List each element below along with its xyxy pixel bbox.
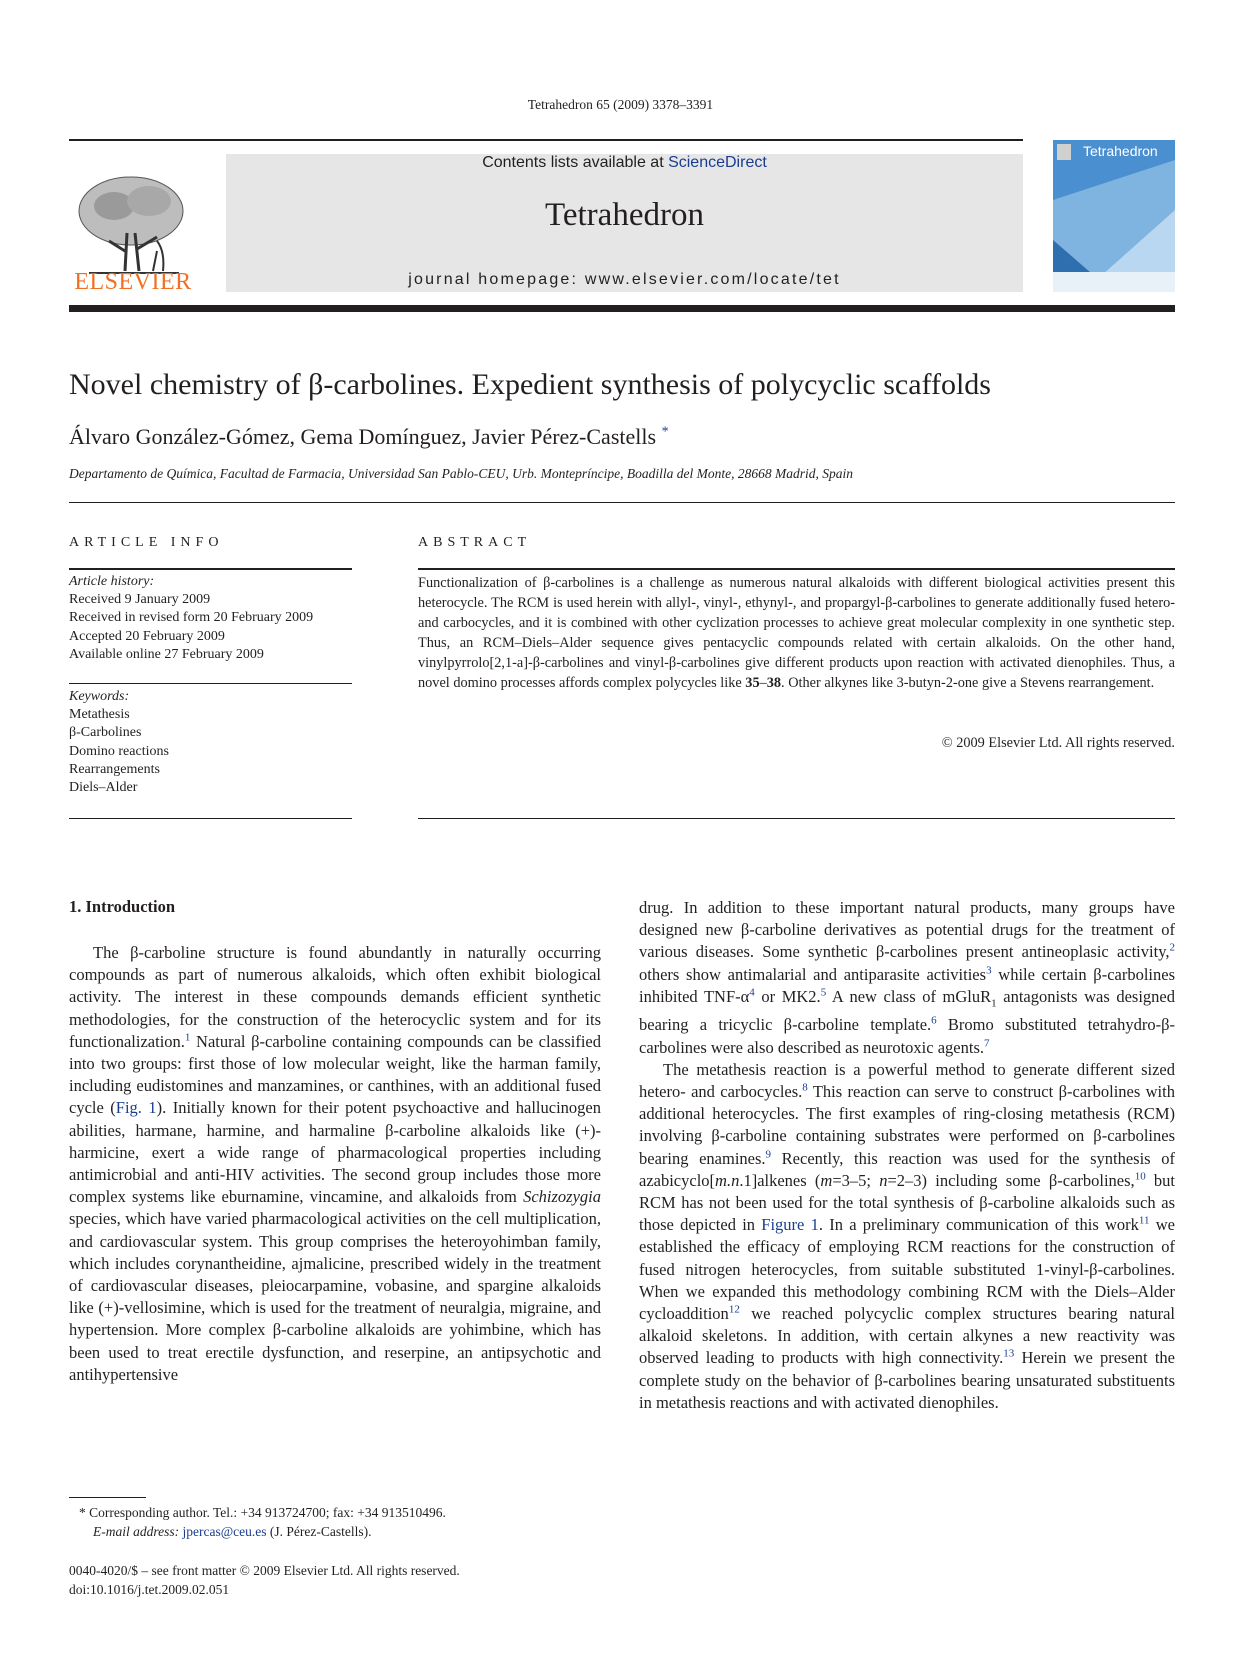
- reference-link[interactable]: 9: [765, 1148, 772, 1161]
- title-rule: [69, 502, 1175, 503]
- keywords: [69, 688, 359, 797]
- figure-link[interactable]: Fig. 1: [115, 1098, 157, 1118]
- keyword: Domino reactions: [69, 743, 169, 759]
- history-item: Received in revised form 20 February 2009: [69, 610, 314, 626]
- article-info-heading: ARTICLE INFO: [69, 535, 224, 550]
- reference-link[interactable]: 10: [1134, 1170, 1146, 1183]
- journal-name: Tetrahedron: [545, 197, 704, 233]
- journal-homepage[interactable]: journal homepage: www.elsevier.com/locate/tet: [408, 271, 841, 288]
- article-info-divider: [69, 683, 352, 684]
- paragraph: The β-carboline structure is found abundantly in naturally occurring compounds as part of numerous alkaloids, which often exhibit biological activity. The interest in these compounds demands efficient synthetic methodologies, for the construction of the heterocyclic system and for its functionalization.$^1$ Natural β-carboline containing compounds can be classified into two groups: first those of low molecular weight, like the harman family, including eudistomines and manzamines, or canthines, with an additional fused cycle (Fig. 1). Initially known for their potent psychoactive and hallucinogen abilities, harmane, harmine, and harmaline β-carboline alkaloids like (+)-harmicine, exert a wide range of pharmacological properties including antimicrobial and anti-HIV activities. The second group includes those more complex systems like eburnamine, vincamine, and alkaloids from Schizozygia species, which have varied pharmacological activities on the cell multiplication, and cardiovascular system. This group comprises the heteroyohimban family, which includes corynantheidine, ajmalicine, prescribed widely in the treatment of cardiovascular diseases, pleiocarpamine, vobasine, and spargine alkaloids like (+)-vellosimine, which is used for the treatment of neuralgia, migraine, and hypertension. More complex β-carboline alkaloids are yohimbine, which has been used to treat erectile dysfunction, and reserpine, an antipsychotic and antihypertensive: [69, 943, 601, 1384]
- paragraph: The metathesis reaction is a powerful method to generate different sized hetero- and carbocycles.$^8$ This reaction can serve to construct β-carbolines with additional heterocycles. The first examples of ring-closing metathesis (RCM) involving β-carboline containing substrates were performed on β-carbolines bearing enamines.$^9$ Recently, this reaction was used for the synthesis of azabicyclo[m.n.1]alkenes (m=3–5; n=2–3) including some β-carbolines,$^{10}$ but RCM has not been used for the total synthesis of β-carboline alkaloids such as those depicted in Figure 1. In a preliminary communication of this work$^{11}$ we established the efficacy of employing RCM reactions for the construction of fused nitrogen heterocycles, from suitable substituted 1-vinyl-β-carbolines. When we expanded this methodology combining RCM with the Diels–Alder cycloaddition$^{12}$ we reached polycyclic complex structures bearing natural alkaloid skeletons. In addition, with certain alkynes a new reactivity was observed leading to products with high connectivity.$^{13}$ Herein we present the complete study on the behavior of β-carbolines bearing unsaturated substituents in metathesis reactions and with activated dienophiles.: [639, 1059, 1176, 1412]
- keyword: Metathesis: [69, 707, 130, 723]
- keyword: β-Carbolines: [69, 725, 142, 741]
- abstract-copyright: © 2009 Elsevier Ltd. All rights reserved.: [941, 735, 1175, 751]
- author-list: Álvaro González-Gómez, Gema Domínguez, Javier Pérez-Castells: [69, 424, 657, 449]
- abstract-heading: ABSTRACT: [418, 535, 532, 550]
- contents-prefix: Contents lists available at: [482, 154, 669, 171]
- body-column-left: [69, 942, 601, 1386]
- affiliation: Departamento de Química, Facultad de Farmacia, Universidad San Pablo-CEU, Urb. Montepríncipe, Boadilla del Monte, 28668 Madrid, Spain: [69, 466, 854, 481]
- reference-link[interactable]: 8: [802, 1081, 808, 1094]
- article-authors: [69, 424, 669, 450]
- issn-line: 0040-4020/$ – see front matter © 2009 Elsevier Ltd. All rights reserved.: [69, 1563, 460, 1578]
- keywords-label: Keywords:: [69, 689, 130, 704]
- footnote: * Corresponding author. Tel.: +34 913724700; fax: +34 913510496. E-mail address: jpercas@ceu.es (J. Pérez-Castells).: [79, 1505, 446, 1539]
- compound-ref: 35: [745, 675, 760, 692]
- paragraph: drug. In addition to these important natural products, many groups have designed new β-carboline derivatives as potential drugs for the treatment of various diseases. Some synthetic β-carbolines present antineoplasic activity,$^2$ others show antimalarial and antiparasite activities$^3$ while certain β-carbolines inhibited TNF-α$^4$ or MK2.$^5$ A new class of mGluR$_1$ antagonists was designed bearing a tricyclic β-carboline template.$^6$ Bromo substituted tetrahydro-β-carbolines were also described as neurotoxic agents.$^7$: [639, 898, 1175, 1057]
- journal-citation: Tetrahedron 65 (2009) 3378–3391: [527, 97, 714, 112]
- header-rule: [69, 139, 1023, 141]
- reference-link[interactable]: 12: [728, 1303, 740, 1316]
- abstract-text: Functionalization of β-carbolines is a challenge as numerous natural alkaloids with different biological activities present this heterocycle. The RCM is used herein with allyl-, vinyl-, ethynyl-, and propargyl-β-carbolines to generate additionally fused hetero- and carbocycles, and it is combined with other cyclization processes to achieve great molecular complexity in one synthetic step. Thus, an RCM–Diels–Alder sequence gives pentacyclic compounds related with certain alkaloids. On the other hand, vinylpyrrolo[2,1-a]-β-carbolines and vinyl-β-carbolines give different products upon reaction with activated dienophiles. Thus, a novel domino processes affords complex polycycles like 35–38. Other alkynes like 3-butyn-2-one give a Stevens rearrangement.: [418, 575, 1175, 692]
- cover-title: Tetrahedron: [1083, 143, 1158, 159]
- history-item: Received 9 January 2009: [69, 592, 211, 608]
- email-link[interactable]: jpercas@ceu.es: [182, 1524, 267, 1539]
- footnote-rule: [69, 1497, 146, 1498]
- article-history: [69, 573, 359, 664]
- history-item: Available online 27 February 2009: [69, 646, 264, 662]
- article-info-rule: [69, 568, 352, 570]
- corresponding-author-mark[interactable]: *: [661, 424, 669, 440]
- header-thick-rule: [69, 305, 1175, 312]
- reference-link[interactable]: 4: [749, 986, 755, 999]
- journal-cover-thumbnail: [1053, 140, 1175, 292]
- elsevier-wordmark: ELSEVIER: [74, 269, 192, 295]
- history-label: Article history:: [69, 574, 155, 589]
- intro-heading: 1. Introduction: [69, 897, 176, 916]
- figure-link[interactable]: Figure 1: [761, 1215, 819, 1235]
- reference-link[interactable]: 2: [1169, 941, 1175, 954]
- article-info-bottom-rule: [69, 818, 352, 819]
- reference-link[interactable]: 3: [986, 964, 992, 977]
- doi-line[interactable]: doi:10.1016/j.tet.2009.02.051: [69, 1582, 230, 1597]
- sciencedirect-link[interactable]: ScienceDirect: [668, 154, 767, 171]
- abstract-bottom-rule: [418, 818, 1175, 819]
- history-item: Accepted 20 February 2009: [69, 628, 225, 644]
- compound-ref: 38: [766, 675, 782, 692]
- contents-line: [226, 154, 1023, 172]
- reference-link[interactable]: 11: [1138, 1214, 1150, 1227]
- reference-link[interactable]: 13: [1003, 1347, 1015, 1360]
- body-column-right: [639, 897, 1175, 1414]
- reference-link[interactable]: 6: [931, 1014, 937, 1027]
- abstract-rule: [418, 568, 1175, 570]
- keyword: Rearrangements: [69, 761, 160, 777]
- footnote-mark: *: [79, 1505, 86, 1520]
- article-title: Novel chemistry of β-carbolines. Expedient synthesis of polycyclic scaffolds: [69, 368, 991, 401]
- bottom-info: [69, 1561, 629, 1599]
- keyword: Diels–Alder: [69, 780, 138, 796]
- reference-link[interactable]: 5: [820, 986, 827, 999]
- reference-link[interactable]: 1: [184, 1031, 191, 1044]
- reference-link[interactable]: 7: [984, 1037, 990, 1050]
